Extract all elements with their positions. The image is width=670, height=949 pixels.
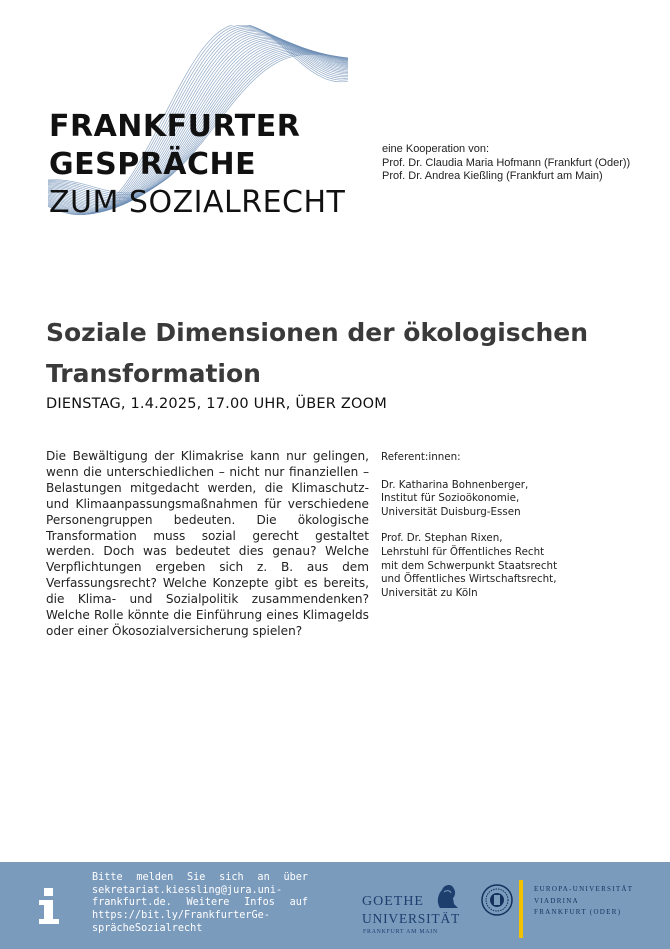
goethe-university-logo <box>362 880 472 938</box>
event-date: DIENSTAG, 1.4.2025, 17.00 UHR, ÜBER ZOOM <box>46 396 387 412</box>
speaker-entry <box>381 479 561 520</box>
viadrina-divider <box>519 880 523 938</box>
viadrina-seal-icon <box>481 884 513 916</box>
cooperation-block <box>382 143 630 184</box>
goethe-line1: GOETHE <box>362 894 424 909</box>
cooperation-partner: Prof. Dr. Claudia Maria Hofmann (Frankfurt (Oder)) <box>382 156 631 169</box>
cooperation-partner: Prof. Dr. Andrea Kießling (Frankfurt am Main) <box>382 170 603 182</box>
speaker-entry <box>381 532 561 600</box>
event-title-line1: Soziale Dimensionen der ökologischen <box>46 318 589 347</box>
viadrina-line1: EUROPA-UNIVERSITÄT <box>534 885 634 893</box>
speakers-heading: Referent:innen: <box>381 451 461 463</box>
speaker-name: Prof. Dr. Stephan Rixen, <box>381 532 503 545</box>
event-title-line2: Transformation <box>46 359 261 388</box>
series-title <box>49 108 345 222</box>
goethe-line2: UNIVERSITÄT <box>362 911 461 926</box>
speakers-block <box>381 451 561 613</box>
registration-info: Bitte melden Sie sich an über sekretariat.kiessling@jura.uni-frankfurt.de. Weitere Infos auf https://bit.ly/FrankfurterGesprächeSozialrecht <box>92 872 308 934</box>
goethe-line3: FRANKFURT AM MAIN <box>363 929 438 935</box>
viadrina-logo-text <box>534 884 633 919</box>
event-title <box>46 312 626 394</box>
series-title-line2: GESPRÄCHE <box>49 147 257 182</box>
series-title-line1: FRANKFURTER <box>49 109 301 144</box>
viadrina-line2: VIADRINA <box>534 896 580 905</box>
speaker-affiliation: Institut für Sozioökonomie, Universität Duisburg-Essen <box>381 492 521 518</box>
speaker-name: Dr. Katharina Bohnenberger, <box>381 478 529 491</box>
goethe-portrait-icon <box>430 880 460 910</box>
info-icon <box>37 888 61 928</box>
event-description: Die Bewältigung der Klimakrise kann nur gelingen, wenn die unterschiedlichen – nicht nur finanziellen – Belastungen mitgedacht werden, die Klimaschutz- und Klimaanpassungsmaßnahmen für verschiedene Personengruppen bedeuten. Die ökologische Transformation muss sozial gerecht gestaltet werden. Doch was bedeutet dies genau? Welche Verpflichtungen ergeben sich z. B. aus dem Verfassungsrecht? Welche Konzepte gibt es bereits, die Klima- und Sozialpolitik zusammendenken? Welche Rolle könnte die Einführung eines Klimagelds oder einer Ökosozialversicherung spielen? <box>46 449 369 638</box>
series-title-line3: ZUM SOZIALRECHT <box>49 185 346 220</box>
speaker-affiliation: Lehrstuhl für Öffentliches Recht mit dem Schwerpunkt Staatsrecht und Öffentliches Wirtschaftsrecht, Universität zu Köln <box>381 545 558 599</box>
viadrina-line3: FRANKFURT (ODER) <box>534 908 622 916</box>
cooperation-intro: eine Kooperation von: <box>382 143 490 155</box>
